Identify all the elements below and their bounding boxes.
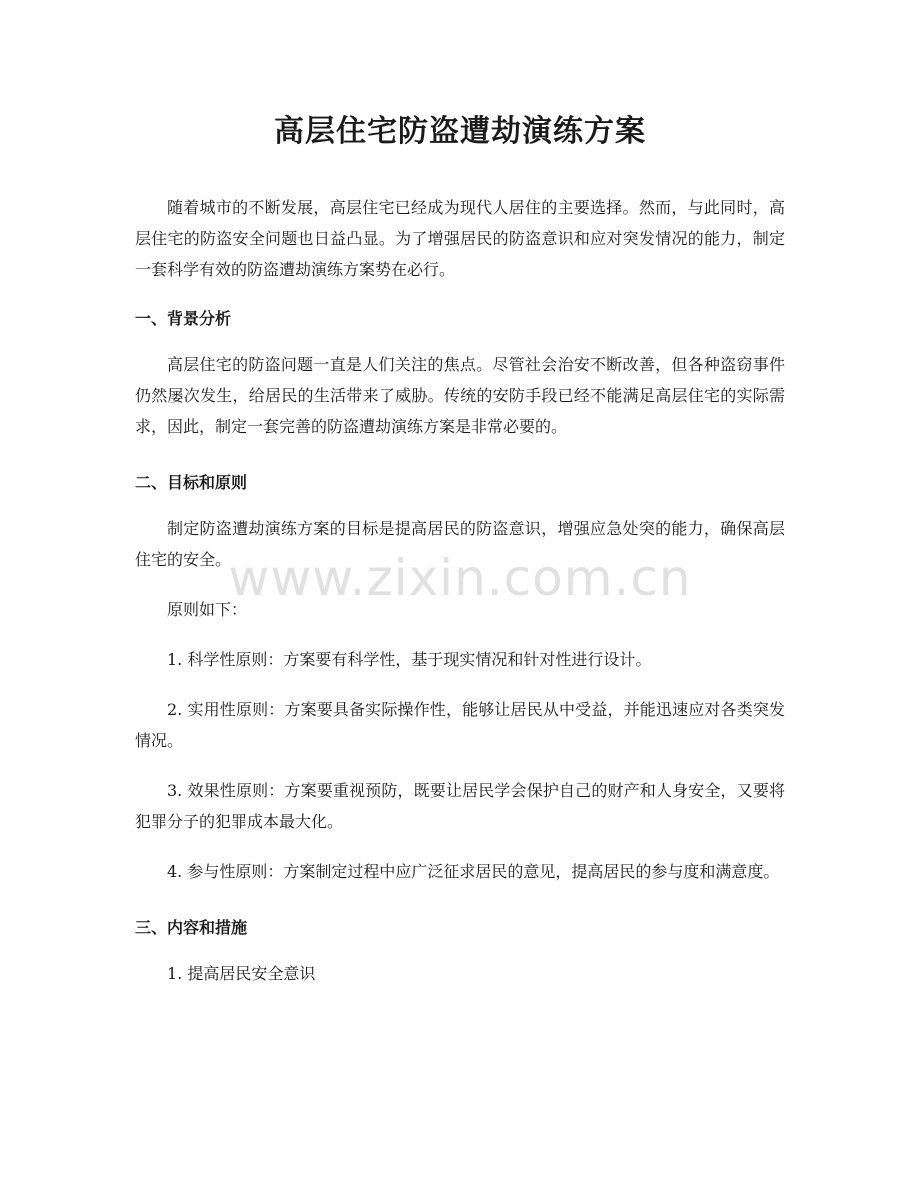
measure-item: 1. 提高居民安全意识 [167, 964, 316, 983]
document-title: 高层住宅防盗遭劫演练方案 [274, 114, 646, 149]
watermark: www.zixin.com.cn [228, 549, 692, 607]
intro-paragraph: 随着城市的不断发展，高层住宅已经成为现代人居住的主要选择。然而，与此同时，高层住宅的防盗安全问题也日益凸显。为了增强居民的防盗意识和应对突发情况的能力，制定一套科学有效的防盗遭劫演练方案势在必行。 [135, 198, 785, 279]
section-heading-measures: 三、内容和措施 [135, 918, 248, 937]
principles-intro: 原则如下： [167, 600, 248, 619]
goals-paragraph: 制定防盗遭劫演练方案的目标是提高居民的防盗意识，增强应急处突的能力，确保高层住宅的安全。 [135, 519, 785, 569]
principle-item: 1. 科学性原则：方案要有科学性，基于现实情况和针对性进行设计。 [167, 650, 652, 669]
principle-item: 4. 参与性原则：方案制定过程中应广泛征求居民的意见，提高居民的参与度和满意度。 [167, 862, 780, 881]
principle-item: 2. 实用性原则：方案要具备实际操作性，能够让居民从中受益，并能迅速应对各类突发情况。 [135, 700, 785, 750]
section-heading-goals: 二、目标和原则 [135, 473, 248, 492]
principle-item: 3. 效果性原则：方案要重视预防，既要让居民学会保护自己的财产和人身安全，又要将犯罪分子的犯罪成本最大化。 [135, 781, 785, 831]
section-heading-background: 一、背景分析 [135, 309, 232, 328]
background-paragraph: 高层住宅的防盗问题一直是人们关注的焦点。尽管社会治安不断改善，但各种盗窃事件仍然屡次发生，给居民的生活带来了威胁。传统的安防手段已经不能满足高层住宅的实际需求，因此，制定一套完善的防盗遭劫演练方案是非常必要的。 [135, 355, 785, 436]
